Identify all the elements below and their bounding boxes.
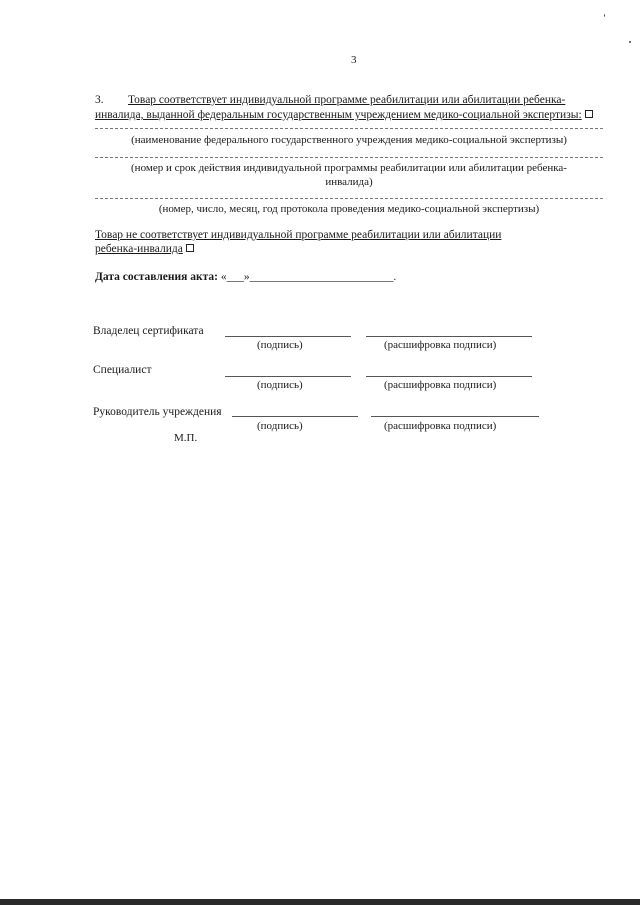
clause-line-1: Товар соответствует индивидуальной программе реабилитации или абилитации ребенка- xyxy=(128,94,566,106)
institution-caption: (наименование федерального государственного учреждения медико-социальной экспертизы) xyxy=(131,134,567,146)
head-decode-caption: (расшифровка подписи) xyxy=(384,420,497,432)
institution-line xyxy=(95,128,603,129)
owner-signature-line[interactable] xyxy=(225,336,351,337)
clause-number: 3. xyxy=(95,94,104,106)
clause-line-2 xyxy=(95,108,593,122)
scan-speck xyxy=(629,41,631,43)
specialist-signature-line[interactable] xyxy=(225,376,351,377)
specialist-decode-caption: (расшифровка подписи) xyxy=(384,379,497,391)
stamp-place-label: М.П. xyxy=(174,432,198,444)
not-match-checkbox[interactable] xyxy=(186,244,194,252)
owner-signature-caption: (подпись) xyxy=(257,339,303,351)
match-checkbox[interactable] xyxy=(585,110,593,118)
specialist-signature-caption: (подпись) xyxy=(257,379,303,391)
signer-role-head: Руководитель учреждения xyxy=(93,406,222,418)
not-match-line-1: Товар не соответствует индивидуальной программе реабилитации или абилитации xyxy=(95,229,502,241)
owner-decode-caption: (расшифровка подписи) xyxy=(384,339,497,351)
owner-decode-line[interactable] xyxy=(366,336,532,337)
act-date-label: Дата составления акта: xyxy=(95,271,218,283)
program-caption-line-2: инвалида) xyxy=(325,176,373,188)
signer-role-specialist: Специалист xyxy=(93,364,152,376)
scan-speck xyxy=(604,14,605,17)
program-caption-line-1: (номер и срок действия индивидуальной программы реабилитации или абилитации ребенка- xyxy=(131,162,567,174)
signer-role-owner: Владелец сертификата xyxy=(93,325,204,337)
scan-bottom-edge xyxy=(0,899,640,905)
head-decode-line[interactable] xyxy=(371,416,539,417)
page-number: 3 xyxy=(351,54,357,66)
protocol-caption: (номер, число, месяц, год протокола проведения медико-социальной экспертизы) xyxy=(158,203,540,215)
head-signature-line[interactable] xyxy=(232,416,358,417)
specialist-decode-line[interactable] xyxy=(366,376,532,377)
not-match-line-2-text: ребенка-инвалида xyxy=(95,243,183,255)
protocol-line xyxy=(95,198,603,199)
act-date-value: «___»_________________________. xyxy=(220,271,397,283)
head-signature-caption: (подпись) xyxy=(257,420,303,432)
act-date xyxy=(95,270,396,284)
not-match-line-2 xyxy=(95,242,194,256)
clause-line-2-text: инвалида, выданной федеральным государственным учреждением медико-социальной экспертизы: xyxy=(95,109,582,121)
program-line xyxy=(95,157,603,158)
